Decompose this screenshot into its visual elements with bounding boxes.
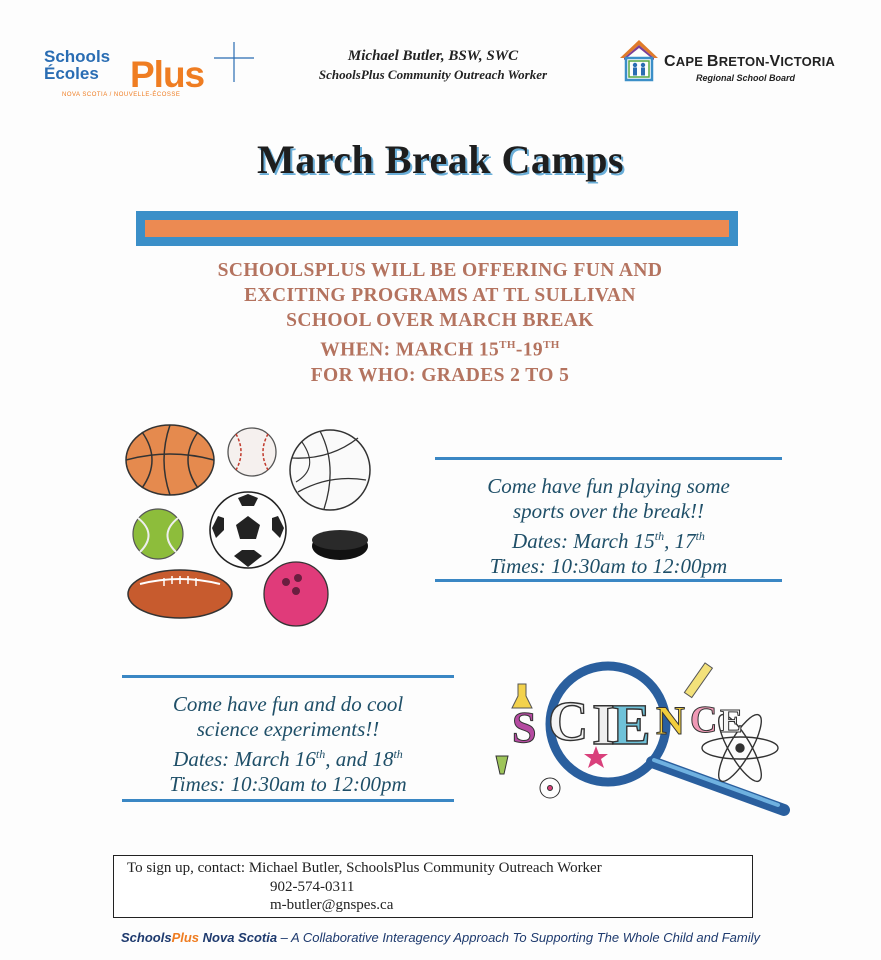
beaker-icon (496, 756, 508, 774)
test-tube-icon (684, 663, 712, 698)
sports-line1: Come have fun playing some (487, 474, 730, 498)
svg-text:E: E (720, 703, 743, 740)
contact-box (113, 855, 753, 918)
header-role: SchoolsPlus Community Outreach Worker (318, 67, 548, 82)
plus-cross-icon (212, 42, 256, 86)
sports-times: Times: 10:30am to 12:00pm (489, 554, 728, 578)
cbv-logo (618, 38, 848, 88)
house-family-icon (618, 38, 660, 84)
page-title: March Break Camps (256, 137, 624, 182)
who-line: FOR WHO: GRADES 2 TO 5 (310, 364, 570, 386)
schoolsplus-logo (44, 48, 254, 108)
science-info-text (118, 692, 458, 797)
soccer-ball-icon (210, 492, 286, 568)
cbv-board-name: CAPE BRETON-VICTORIA (664, 53, 835, 70)
svg-text:C: C (548, 691, 589, 753)
contact-line: To sign up, contact: Michael Butler, SchoolsPlus Community Outreach Worker (127, 860, 602, 876)
header-contact-block (268, 46, 598, 84)
science-line2: science experiments!! (196, 717, 380, 741)
sports-dates: Dates: March 15th, 17th (512, 529, 705, 553)
svg-text:I: I (592, 692, 615, 757)
header-name: Michael Butler, BSW, SWC (347, 48, 519, 64)
sports-info-text (435, 474, 782, 579)
logo-schools-text: Schools (44, 47, 111, 66)
svg-text:N: N (656, 698, 685, 743)
science-dates: Dates: March 16th, and 18th (173, 747, 403, 771)
sports-balls-illustration (120, 418, 380, 628)
molecule-icon (540, 778, 560, 798)
when-line: WHEN: MARCH 15TH-19TH (320, 339, 560, 361)
contact-phone: 902-574-0311 (270, 879, 355, 895)
sports-bottom-rule (435, 579, 782, 582)
decorative-banner (136, 211, 738, 246)
volleyball-icon (290, 430, 370, 510)
football-icon (128, 570, 232, 618)
sports-line2: sports over the break!! (512, 499, 705, 523)
cbv-board-subtitle: Regional School Board (696, 73, 796, 83)
sports-top-rule (435, 457, 782, 460)
footer-tagline: SchoolsPlus Nova Scotia – A Collaborative Interagency Approach To Supporting The Whole Child and Family (120, 930, 761, 945)
logo-ecoles-text: Écoles (44, 64, 99, 83)
science-times: Times: 10:30am to 12:00pm (169, 772, 407, 796)
logo-plus-text: Plus (130, 54, 205, 95)
science-top-rule (122, 675, 454, 678)
logo-province-text: NOVA SCOTIA / NOUVELLE-ÉCOSSE (62, 92, 181, 98)
baseball-icon (228, 428, 276, 476)
svg-text:E: E (612, 692, 651, 757)
bowling-ball-icon (264, 562, 328, 626)
contact-email[interactable]: m-butler@gnspes.ca (270, 897, 394, 913)
svg-text:S: S (512, 703, 537, 752)
tennis-ball-icon (133, 509, 183, 559)
science-bottom-rule (122, 799, 454, 802)
hockey-puck-icon (312, 530, 368, 560)
science-line1: Come have fun and do cool (172, 692, 404, 716)
svg-text:C: C (690, 699, 718, 741)
basketball-icon (126, 425, 214, 495)
science-illustration (488, 660, 798, 820)
intro-text: SCHOOLSPLUS WILL BE OFFERING FUN AND EXCITING PROGRAMS AT TL SULLIVAN SCHOOL OVER MARCH BREAK WHEN: MARCH 15TH-19TH FOR WHO: GRADES 2 TO 5 (60, 258, 820, 388)
